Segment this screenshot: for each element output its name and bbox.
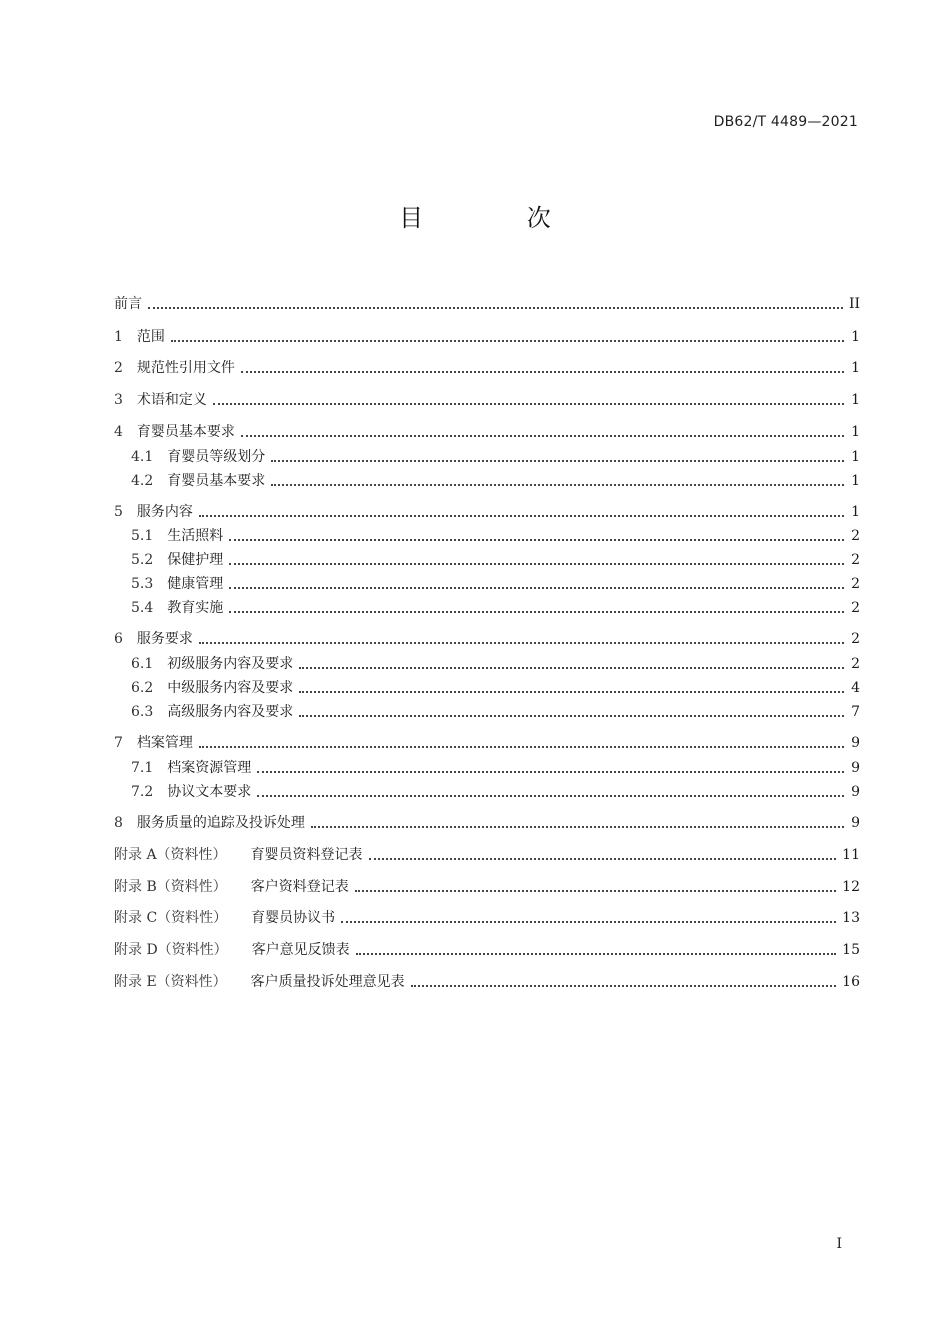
dot-leader [171, 328, 844, 342]
toc-entry-number: 4 [114, 424, 123, 440]
toc-entry-page: 15 [842, 942, 860, 958]
toc-entry-label: 育婴员资料登记表 [250, 847, 363, 863]
toc-entry-page: 1 [851, 449, 860, 465]
toc-entry-page: 2 [851, 552, 860, 568]
dot-leader [199, 503, 844, 517]
toc-entry-page: 7 [851, 704, 860, 720]
toc-entry-label: 客户质量投诉处理意见表 [250, 974, 405, 990]
toc-entry-page: 9 [851, 735, 860, 751]
toc-entry[interactable] [114, 699, 860, 721]
toc-entry-number: 6.2 [131, 680, 154, 696]
toc-entry[interactable] [114, 387, 860, 409]
toc-entry[interactable] [114, 842, 860, 864]
toc-entry-number: 附录 E（资料性） [114, 974, 227, 990]
toc-entry-number: 7.2 [131, 784, 154, 800]
toc-entry[interactable] [114, 874, 860, 896]
dot-leader [299, 655, 844, 669]
toc-entry[interactable] [114, 468, 860, 490]
toc-entry-label: 生活照料 [167, 528, 224, 544]
toc-entry-number: 5.1 [131, 528, 154, 544]
toc-entry-label: 规范性引用文件 [136, 360, 235, 376]
document-code: DB62/T 4489—2021 [713, 114, 858, 130]
toc-entry-number: 2 [114, 360, 123, 376]
toc-entry[interactable] [114, 523, 860, 545]
toc-entry-label: 前言 [114, 296, 142, 312]
toc-entry-page: 9 [851, 815, 860, 831]
dot-leader [411, 973, 837, 987]
toc-entry-label: 档案管理 [136, 735, 193, 751]
toc-entry-page: 2 [851, 576, 860, 592]
toc-entry-number: 4.1 [131, 449, 154, 465]
toc-entry-page: 2 [851, 528, 860, 544]
page-title: 目 次 [399, 204, 599, 232]
toc-entry-number: 4.2 [131, 473, 154, 489]
toc-entry-label: 术语和定义 [136, 392, 207, 408]
dot-leader [241, 359, 844, 373]
toc-entry-label: 保健护理 [167, 552, 224, 568]
dot-leader [355, 878, 836, 892]
toc-entry-label: 档案资源管理 [167, 760, 252, 776]
dot-leader [257, 783, 844, 797]
toc-entry-number: 附录 C（资料性） [114, 910, 228, 926]
toc-entry[interactable] [114, 937, 860, 959]
toc-entry[interactable] [114, 355, 860, 377]
dot-leader [311, 814, 844, 828]
dot-leader [241, 423, 844, 437]
toc-entry-page: 9 [851, 760, 860, 776]
toc-entry-label: 初级服务内容及要求 [167, 656, 294, 672]
toc-entry-label: 教育实施 [167, 600, 224, 616]
toc-entry-page: 4 [851, 680, 860, 696]
toc-entry-label: 协议文本要求 [167, 784, 252, 800]
toc-entry-page: 2 [851, 600, 860, 616]
toc-entry-number: 3 [114, 392, 123, 408]
toc-entry[interactable] [114, 651, 860, 673]
toc-entry-number: 5 [114, 504, 123, 520]
toc-entry-page: 9 [851, 784, 860, 800]
toc-entry-page: 11 [842, 847, 860, 863]
toc-entry-label: 健康管理 [167, 576, 224, 592]
toc-entry-page: 16 [842, 974, 860, 990]
dot-leader [199, 734, 844, 748]
toc-entry[interactable] [114, 969, 860, 991]
toc-entry-page: 2 [851, 631, 860, 647]
dot-leader [299, 703, 844, 717]
dot-leader [299, 679, 844, 693]
toc-entry-number: 1 [114, 329, 123, 345]
toc-entry-label: 育婴员协议书 [251, 910, 336, 926]
toc-entry-label: 服务内容 [136, 504, 193, 520]
dot-leader [199, 630, 844, 644]
dot-leader [369, 846, 837, 860]
toc-entry-number: 6 [114, 631, 123, 647]
toc-entry[interactable] [114, 324, 860, 346]
toc-entry-page: 1 [851, 424, 860, 440]
dot-leader [229, 599, 844, 613]
toc-entry-number: 附录 B（资料性） [114, 879, 227, 895]
toc-entry-label: 范围 [136, 329, 165, 345]
toc-entry-label: 客户资料登记表 [250, 879, 349, 895]
toc-entry[interactable] [114, 675, 860, 697]
page-number: I [836, 1236, 842, 1252]
dot-leader [356, 941, 836, 955]
toc-entry[interactable] [114, 779, 860, 801]
toc-entry-number: 附录 D（资料性） [114, 942, 228, 958]
toc-entry[interactable] [114, 571, 860, 593]
dot-leader [257, 759, 844, 773]
toc-entry-number: 6.1 [131, 656, 154, 672]
toc-entry[interactable] [114, 444, 860, 466]
toc-entry[interactable] [114, 595, 860, 617]
toc-entry-number: 7 [114, 735, 123, 751]
toc-entry-number: 5.3 [131, 576, 154, 592]
toc-entry[interactable] [114, 499, 860, 521]
toc-entry-number: 附录 A（资料性） [114, 847, 227, 863]
toc-entry-label: 育婴员基本要求 [167, 473, 266, 489]
toc-entry-page: 1 [851, 504, 860, 520]
dot-leader [271, 448, 844, 462]
dot-leader [229, 527, 844, 541]
toc-entry[interactable] [114, 547, 860, 569]
toc-entry-page: II [848, 296, 860, 312]
dot-leader [271, 472, 844, 486]
toc-entry[interactable] [114, 291, 860, 313]
toc-entry[interactable] [114, 419, 860, 441]
toc-entry-number: 7.1 [131, 760, 154, 776]
toc-entry-page: 1 [851, 329, 860, 345]
dot-leader [148, 295, 843, 309]
toc-entry-label: 育婴员等级划分 [167, 449, 266, 465]
toc-entry-label: 育婴员基本要求 [136, 424, 235, 440]
dot-leader [341, 909, 836, 923]
toc-entry-number: 8 [114, 815, 123, 831]
toc-entry-label: 高级服务内容及要求 [167, 704, 294, 720]
toc-entry[interactable] [114, 730, 860, 752]
toc-entry-number: 6.3 [131, 704, 154, 720]
toc-entry-number: 5.4 [131, 600, 154, 616]
dot-leader [229, 551, 844, 565]
toc-entry-page: 1 [851, 473, 860, 489]
toc-entry-page: 1 [851, 360, 860, 376]
toc-entry[interactable] [114, 905, 860, 927]
toc-entry-page: 13 [842, 910, 860, 926]
toc-entry-label: 客户意见反馈表 [251, 942, 350, 958]
toc-entry-label: 服务质量的追踪及投诉处理 [136, 815, 305, 831]
dot-leader [229, 575, 844, 589]
toc-entry-label: 中级服务内容及要求 [167, 680, 294, 696]
toc-entry[interactable] [114, 810, 860, 832]
toc-entry-page: 1 [851, 392, 860, 408]
toc-entry-number: 5.2 [131, 552, 154, 568]
dot-leader [213, 391, 844, 405]
toc-entry-page: 12 [842, 879, 860, 895]
toc-entry-label: 服务要求 [136, 631, 193, 647]
toc-entry-page: 2 [851, 656, 860, 672]
toc-entry[interactable] [114, 755, 860, 777]
toc-entry[interactable] [114, 626, 860, 648]
